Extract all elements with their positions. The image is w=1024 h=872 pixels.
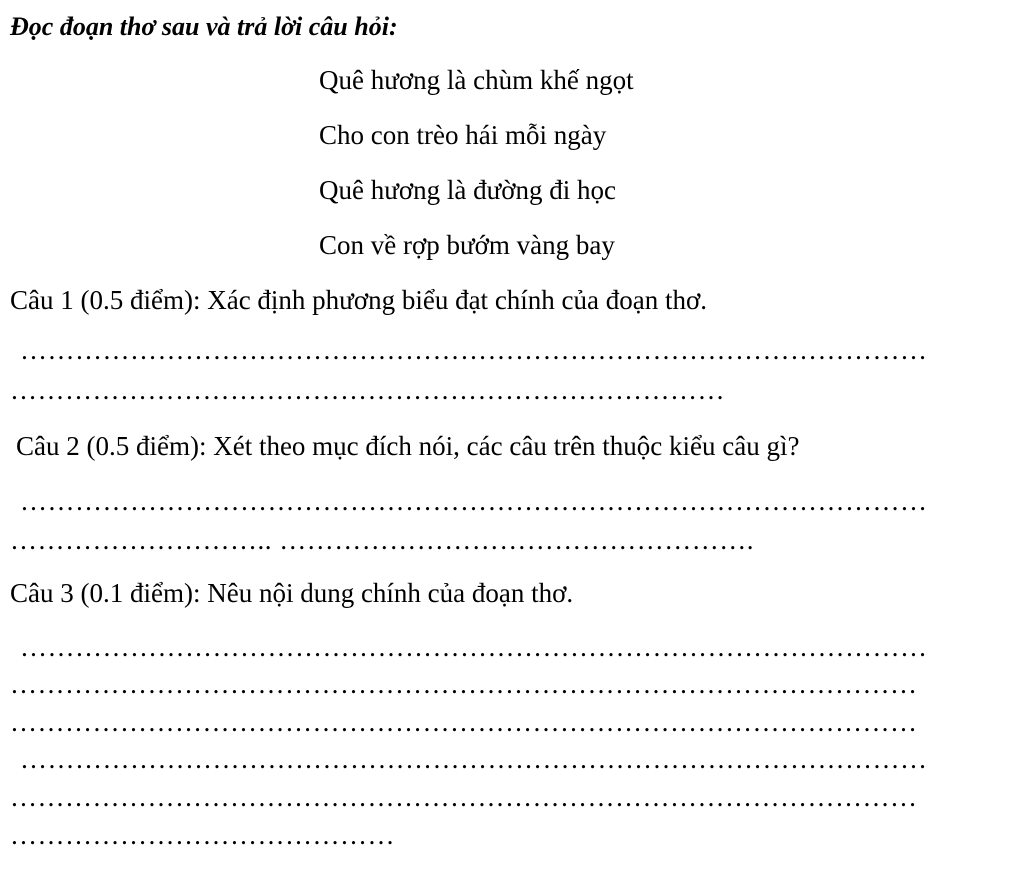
question-1: Câu 1 (0.5 điểm): Xác định phương biểu đạt chính của đoạn thơ.: [10, 285, 708, 315]
poem-line-2: Cho con trèo hái mỗi ngày: [319, 120, 607, 150]
answer-line-q1-1[interactable]: ………………………………………………………………………………………: [20, 335, 928, 365]
answer-line-q2-2[interactable]: ……………………….. …………………………………………….: [10, 525, 754, 555]
answer-line-q1-2[interactable]: ……………………………………………………………………: [10, 375, 725, 405]
question-2: Câu 2 (0.5 điểm): Xét theo mục đích nói, các câu trên thuộc kiểu câu gì?: [16, 431, 800, 461]
poem-line-1: Quê hương là chùm khế ngọt: [319, 65, 634, 95]
answer-line-q3-3[interactable]: ………………………………………………………………………………………: [10, 707, 918, 737]
answer-line-q3-5[interactable]: ………………………………………………………………………………………: [10, 782, 918, 812]
instruction-heading: Đọc đoạn thơ sau và trả lời câu hỏi:: [10, 12, 398, 41]
answer-line-q3-6[interactable]: ……………………………………: [10, 820, 395, 850]
poem-line-4: Con về rợp bướm vàng bay: [319, 230, 615, 260]
answer-line-q3-1[interactable]: ………………………………………………………………………………………: [20, 632, 928, 662]
poem-line-3: Quê hương là đường đi học: [319, 175, 617, 205]
answer-line-q2-1[interactable]: ………………………………………………………………………………………: [20, 486, 928, 516]
answer-line-q3-2[interactable]: ………………………………………………………………………………………: [10, 669, 918, 699]
question-3: Câu 3 (0.1 điểm): Nêu nội dung chính của đoạn thơ.: [10, 578, 574, 608]
answer-line-q3-4[interactable]: ………………………………………………………………………………………: [20, 744, 928, 774]
